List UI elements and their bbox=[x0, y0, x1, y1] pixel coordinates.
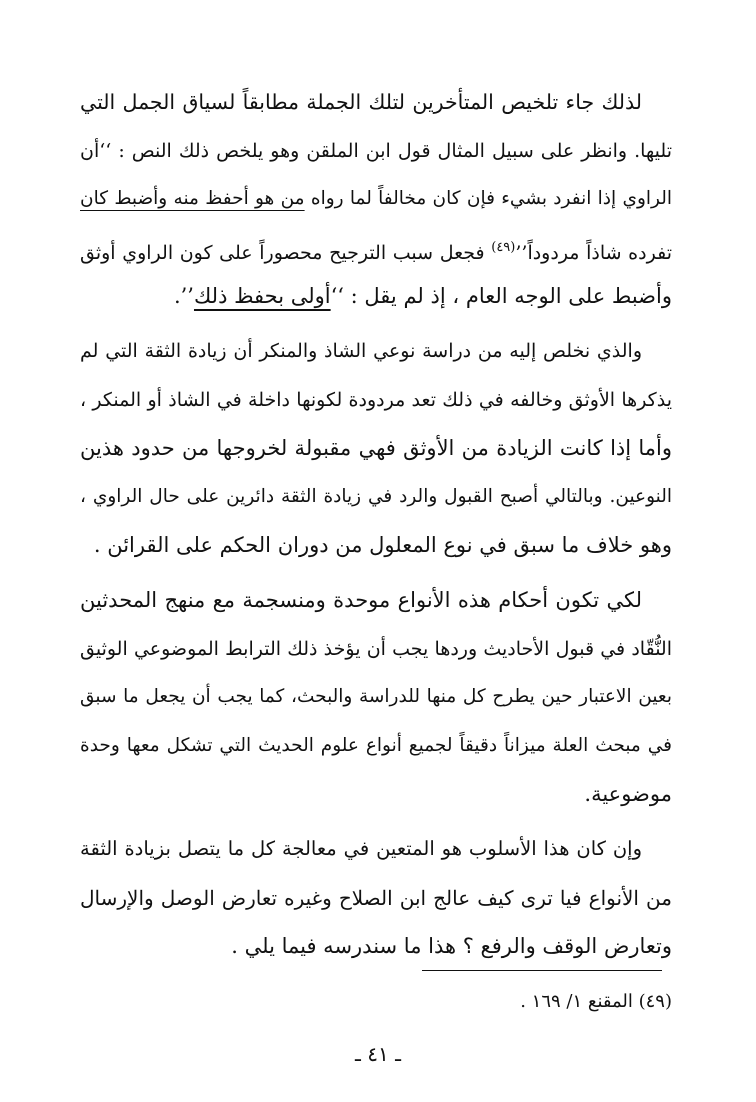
text-line: لذلك جاء تلخيص المتأخرين لتلك الجملة مطابقاً لسياق الجمل التي bbox=[80, 90, 642, 114]
text-line: موضوعية. bbox=[584, 782, 672, 807]
footnote: (٤٩) المقنع ١/ ١٦٩ . bbox=[520, 991, 672, 1012]
text-line: يذكرها الأوثق وخالفه في ذلك تعد مردودة لكونها داخلة في الشاذ أو المنكر ، bbox=[80, 388, 672, 411]
footnote-divider bbox=[422, 970, 662, 971]
text-line bbox=[80, 272, 672, 321]
underlined-phrase: أولى بحفظ ذلك bbox=[193, 284, 331, 309]
text-line: وإن كان هذا الأسلوب هو المتعين في معالجة كل ما يتصل بزيادة الثقة bbox=[80, 836, 642, 860]
footnote-marker: (٤٩) bbox=[491, 239, 516, 255]
main-text bbox=[80, 78, 672, 971]
text-line: لكي تكون أحكام هذه الأنواع موحدة ومنسجمة مع منهج المحدثين bbox=[80, 587, 642, 612]
text-segment: فجعل سبب الترجيح محصوراً على كون الراوي أوثق bbox=[80, 241, 492, 264]
text-line: بعين الاعتبار حين يطرح كل منها للدراسة والبحث، كما يجب أن يجعل ما سبق bbox=[80, 686, 672, 708]
text-line: النوعين. وبالتالي أصبح القبول والرد في زيادة الثقة دائرين على حال الراوي ، bbox=[80, 485, 672, 507]
text-line: في مبحث العلة ميزاناً دقيقاً لجميع أنواع علوم الحديث التي تشكل معها وحدة bbox=[80, 734, 672, 756]
page-number: ـ ٤١ ـ bbox=[355, 1042, 401, 1066]
text-line: والذي نخلص إليه من دراسة نوعي الشاذ والمنكر أن زيادة الثقة التي لم bbox=[80, 339, 642, 362]
text-line bbox=[80, 175, 672, 224]
text-segment: وأضبط على الوجه العام ، إذ لم يقل : ‘‘ bbox=[330, 284, 672, 309]
text-line: النُّقّاد في قبول الأحاديث وردها يجب أن يؤخذ ذلك الترابط الموضوعي الوثيق bbox=[80, 637, 672, 660]
text-line: من الأنواع فيا ترى كيف عالج ابن الصلاح وغيره تعارض الوصل والإرسال bbox=[80, 885, 672, 910]
text-segment: تفرده شاذاً مردوداً’’ bbox=[515, 241, 672, 264]
text-line: وهو خلاف ما سبق في نوع المعلول من دوران الحكم على القرائن . bbox=[93, 533, 672, 558]
text-line: تليها. وانظر على سبيل المثال قول ابن الملقن وهو يلخص ذلك النص : ‘‘أن bbox=[80, 139, 672, 162]
text-line: وأما إذا كانت الزيادة من الأوثق فهي مقبولة لخروجها من حدود هذين bbox=[80, 436, 672, 461]
text-line bbox=[80, 224, 672, 273]
underlined-phrase: من هو أحفظ منه وأضبط كان bbox=[80, 188, 305, 210]
text-line: وتعارض الوقف والرفع ؟ هذا ما سندرسه فيما يلي . bbox=[231, 934, 672, 959]
text-segment: ’’. bbox=[173, 284, 194, 309]
text-segment: الراوي إذا انفرد بشيء فإن كان مخالفاً لما رواه bbox=[310, 188, 672, 210]
